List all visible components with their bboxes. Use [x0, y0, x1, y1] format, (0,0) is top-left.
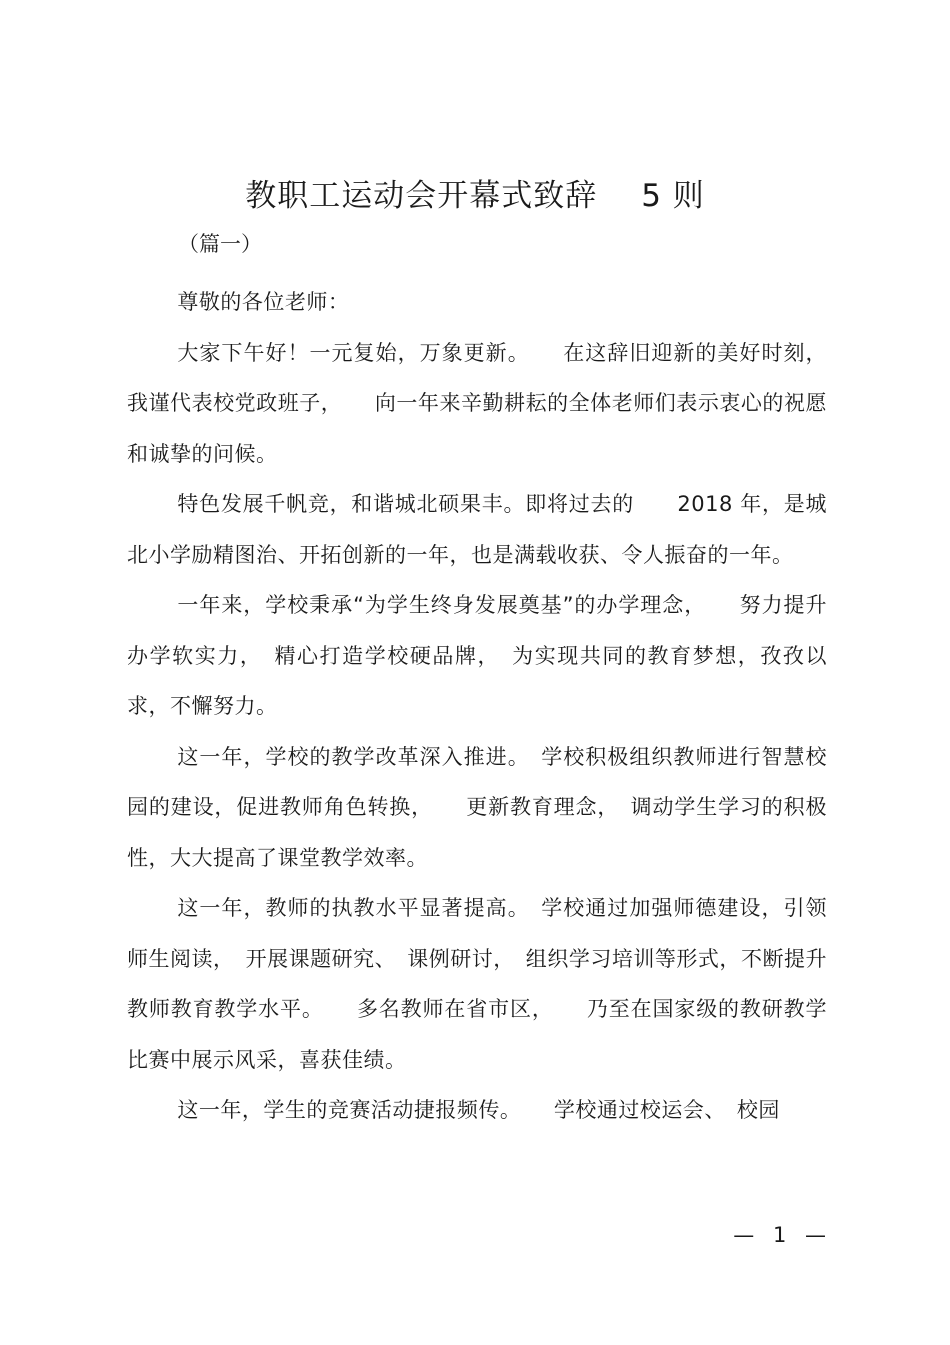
page-number: — 1 —	[733, 1223, 832, 1247]
body-paragraph: 这一年，教师的执教水平显著提高。 学校通过加强师德建设，引领师生阅读， 开展课题研究、 课例研讨， 组织学习培训等形式，不断提升教师教育教学水平。 多名教师在省市区， 乃至在国家级的教研教学比赛中展示风采，喜获佳绩。	[127, 896, 827, 1072]
document-body	[127, 277, 827, 1136]
title-text: 教职工运动会开幕式致辞	[245, 178, 598, 214]
body-paragraph: 大家下午好！一元复始，万象更新。 在这辞旧迎新的美好时刻，我谨代表校党政班子， 向一年来辛勤耕耘的全体老师们表示衷心的祝愿和诚挚的问候。	[127, 340, 827, 466]
body-paragraph: 一年来，学校秉承“为学生终身发展奠基”的办学理念， 努力提升办学软实力， 精心打造学校硬品牌， 为实现共同的教育梦想，孜孜以求，不懈努力。	[127, 593, 827, 718]
document-title	[0, 172, 950, 220]
title-suffix: 5 则	[641, 178, 705, 214]
body-paragraph: 特色发展千帆竞，和谐城北硕果丰。即将过去的 2018 年，是城北小学励精图治、开拓创新的一年，也是满载收获、令人振奋的一年。	[127, 492, 827, 567]
salutation-paragraph: 尊敬的各位老师：	[177, 290, 350, 314]
body-paragraph: 这一年，学生的竞赛活动捷报频传。 学校通过校运会、 校园	[177, 1098, 780, 1122]
body-paragraph: 这一年，学校的教学改革深入推进。 学校积极组织教师进行智慧校园的建设，促进教师角色转换， 更新教育理念， 调动学生学习的积极性，大大提高了课堂教学效率。	[127, 744, 827, 870]
section-label: （篇一）	[178, 232, 262, 256]
